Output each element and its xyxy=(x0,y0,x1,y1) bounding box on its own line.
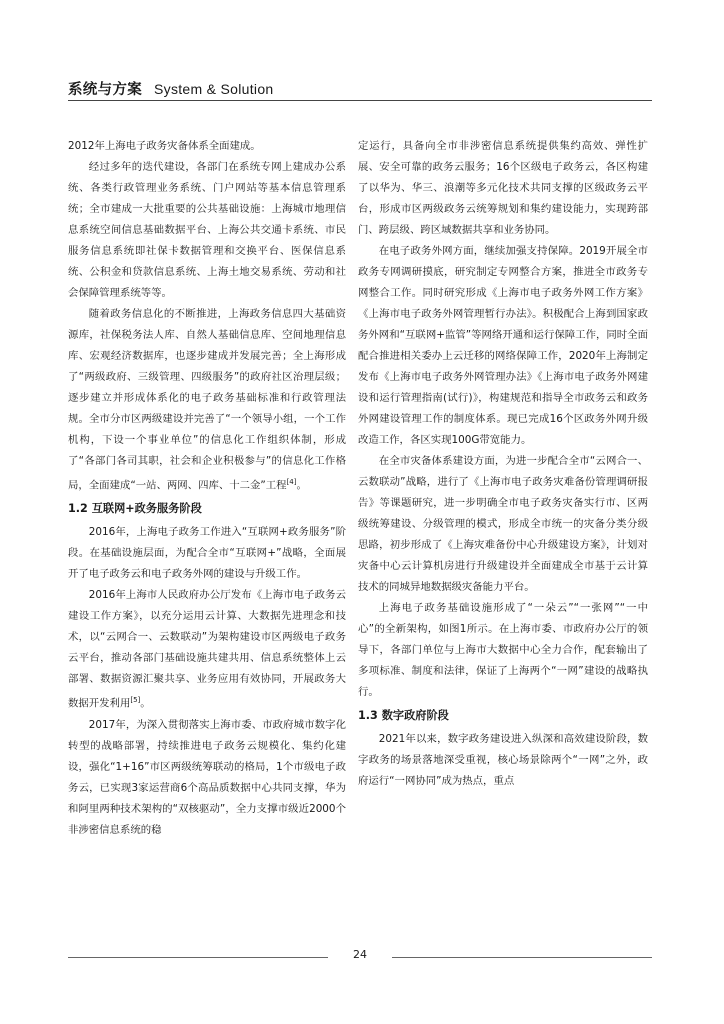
right-column xyxy=(358,136,648,792)
citation-ref: [5] xyxy=(130,696,141,705)
paragraph: 2017年，为深入贯彻落实上海市委、市政府城市数字化转型的战略部署，持续推进电子政务云规模化、集约化建设，强化“1+16”市区两级统筹联动的格局，1个市级电子政务云，已实现3家运营商6个高品质数据中心共同支撑，华为和阿里两种技术架构的“双核驱动”，全力支撑市级近2000个非涉密信息系统的稳 xyxy=(68,718,346,836)
section-heading: 1.2 互联网+政务服务阶段 xyxy=(68,502,202,516)
paragraph: 在电子政务外网方面，继续加强支持保障。2019开展全市政务专网调研摸底，研究制定专网整合方案，推进全市政务专网整合工作。同时研究形成《上海市电子政务外网工作方案》《上海市电子政务外网管理暂行办法》。积极配合上海到国家政务外网和“互联网+监管”等网络开通和运行保障工作，同时全面配合推进相关委办上云迁移的网络保障工作，2020年上海制定发布《上海市电子政务外网管理办法》《上海市电子政务外网建设和运行管理指南(试行)》，构建规范和指导全市政务云和政务外网建设管理工作的制度体系。现已完成16个区政务外网升级改造工作，各区实现100G带宽能力。 xyxy=(358,245,648,446)
footer-divider-left xyxy=(68,957,328,958)
section-title-en: System & Solution xyxy=(154,81,274,97)
paragraph-text: 。 xyxy=(140,697,151,710)
paragraph: 2016年，上海电子政务工作进入“互联网+政务服务”阶段。在基础设施层面，为配合全市“互联网+”战略，全面展开了电子政务云和电子政务外网的建设与升级工作。 xyxy=(68,526,346,581)
page-header xyxy=(68,78,274,99)
paragraph xyxy=(68,585,346,714)
paragraph: 上海电子政务基础设施形成了“一朵云”“一张网”“一中心”的全新架构，如图1所示。在上海市委、市政府办公厅的领导下，各部门单位与上海市大数据中心全力合作，配套输出了多项标准、制度和法律，保证了上海两个“一网”建设的战略执行。 xyxy=(358,602,648,698)
footer-divider-right xyxy=(392,957,652,958)
paragraph: 2021年以来，数字政务建设进入纵深和高效建设阶段，数字政务的场景落地深受重视，核心场景除两个“一网”之外，政府运行“一网协同”成为热点，重点 xyxy=(358,733,648,787)
header-divider xyxy=(68,100,652,101)
paragraph-text: 2016年上海市人民政府办公厅发布《上海市电子政务云建设工作方案》，以充分运用云计算、大数据先进理念和技术，以“云网合一、云数联动”为架构建设市区两级电子政务云平台，推动各部门基础设施共建共用、信息系统整体上云部署、数据资源汇聚共享、业务应用有效协同，开展政务大数据开发利用 xyxy=(68,589,346,710)
section-heading: 1.3 数字政府阶段 xyxy=(358,709,449,722)
paragraph-text: 随着政务信息化的不断推进，上海政务信息四大基础资源库，社保税务法人库、自然人基础信息库、空间地理信息库、宏观经济数据库，也逐步建成并发展完善；全上海形成了“两级政府、三级管理、四级服务”的政府社区治理层级；逐步建立并形成体系化的电子政务基础标准和行政管理法规。全市分市区两级建设并完善了“一个领导小组，一个工作机构，下设一个事业单位”的信息化工作组织体制，形成了“各部门各司其职，社会和企业积极参与”的信息化工作格局，全面建成“一站、两网、四库、十二金”工程 xyxy=(68,308,346,492)
paragraph: 2012年上海电子政务灾备体系全面建成。 xyxy=(68,140,261,152)
paragraph: 在全市灾备体系建设方面，为进一步配合全市“云网合一、云数联动”战略，进行了《上海市电子政务灾难备份管理调研报告》等课题研究，进一步明确全市电子政务灾备实行市、区两级统筹建设、分级管理的模式，形成全市统一的灾备分类分级思路，初步形成了《上海灾难备份中心升级建设方案》，计划对灾备中心云计算机房进行升级建设并全面建成全市基于云计算技术的同城异地数据级灾备能力平台。 xyxy=(358,455,648,593)
citation-ref: [4] xyxy=(286,478,297,486)
page-number: 24 xyxy=(353,948,367,961)
paragraph xyxy=(68,304,346,496)
paragraph: 经过多年的迭代建设，各部门在系统专网上建成办公系统、各类行政管理业务系统、门户网站等基本信息管理系统；全市建成一大批重要的公共基础设施：上海城市地理信息系统空间信息基础数据平台、上海公共交通卡系统、市民服务信息系统即社保卡数据管理和交换平台、医保信息系统、公积金和贷款信息系统、上海土地交易系统、劳动和社会保障管理系统等等。 xyxy=(68,161,346,299)
paragraph: 定运行，具备向全市非涉密信息系统提供集约高效、弹性扩展、安全可靠的政务云服务；16个区级电子政务云，各区构建了以华为、华三、浪潮等多元化技术共同支撑的区级政务云平台，形成市区两级政务云统筹规划和集约建设能力，实现跨部门、跨层级、跨区域数据共享和业务协同。 xyxy=(358,140,648,236)
section-title-cn: 系统与方案 xyxy=(68,82,142,98)
paragraph-text: 。 xyxy=(296,479,307,492)
left-column xyxy=(68,136,346,841)
